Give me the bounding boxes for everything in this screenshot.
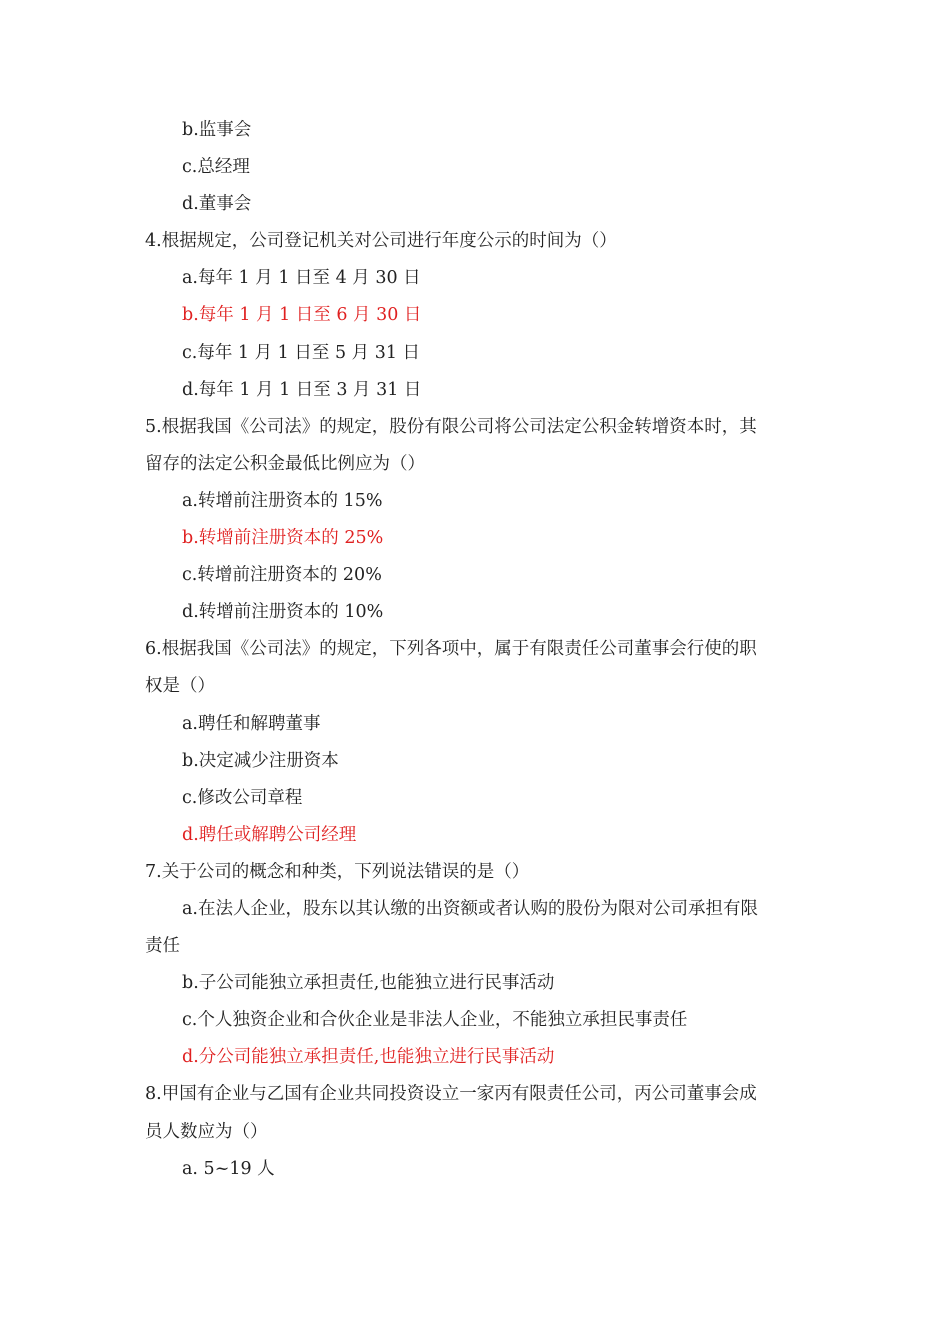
- question-line: 6.根据我国《公司法》的规定，下列各项中，属于有限责任公司董事会行使的职: [145, 639, 757, 660]
- question-continuation: 权是（）: [145, 676, 215, 697]
- option-line: d.董事会: [182, 194, 252, 215]
- option-line: d.每年 1 月 1 日至 3 月 31 日: [182, 379, 422, 400]
- option-line: a.转增前注册资本的 15%: [182, 490, 383, 511]
- question-continuation: 留存的法定公积金最低比例应为（）: [145, 453, 425, 474]
- option-line: b.监事会: [182, 120, 252, 140]
- option-line: c.修改公司章程: [182, 787, 303, 808]
- option-continuation: 责任: [145, 936, 180, 957]
- answer-option-line: d.分公司能独立承担责任,也能独立进行民事活动: [182, 1047, 555, 1068]
- answer-option-line: d.聘任或解聘公司经理: [182, 824, 357, 845]
- option-line: c.每年 1 月 1 日至 5 月 31 日: [182, 342, 421, 363]
- option-line: a. 5~19 人: [182, 1158, 275, 1179]
- option-line: b.子公司能独立承担责任,也能独立进行民事活动: [182, 973, 555, 994]
- option-line: c.总经理: [182, 157, 250, 178]
- option-line: a.在法人企业，股东以其认缴的出资额或者认购的股份为限对公司承担有限: [182, 898, 758, 919]
- option-line: a.每年 1 月 1 日至 4 月 30 日: [182, 268, 421, 289]
- answer-option-line: b.每年 1 月 1 日至 6 月 30 日: [182, 305, 422, 326]
- question-line: 8.甲国有企业与乙国有企业共同投资设立一家丙有限责任公司，丙公司董事会成: [145, 1084, 757, 1105]
- question-line: 5.根据我国《公司法》的规定，股份有限公司将公司法定公积金转增资本时，其: [145, 416, 757, 437]
- option-line: a.聘任和解聘董事: [182, 713, 321, 734]
- question-continuation: 员人数应为（）: [145, 1121, 268, 1142]
- option-line: c.个人独资企业和合伙企业是非法人企业，不能独立承担民事责任: [182, 1010, 688, 1031]
- question-line: 4.根据规定，公司登记机关对公司进行年度公示的时间为（）: [145, 231, 617, 252]
- document-page: [0, 112, 950, 1188]
- question-line: 7.关于公司的概念和种类，下列说法错误的是（）: [145, 861, 530, 882]
- option-line: c.转增前注册资本的 20%: [182, 565, 382, 586]
- answer-option-line: b.转增前注册资本的 25%: [182, 528, 384, 549]
- option-line: d.转增前注册资本的 10%: [182, 602, 384, 623]
- option-line: b.决定减少注册资本: [182, 750, 339, 771]
